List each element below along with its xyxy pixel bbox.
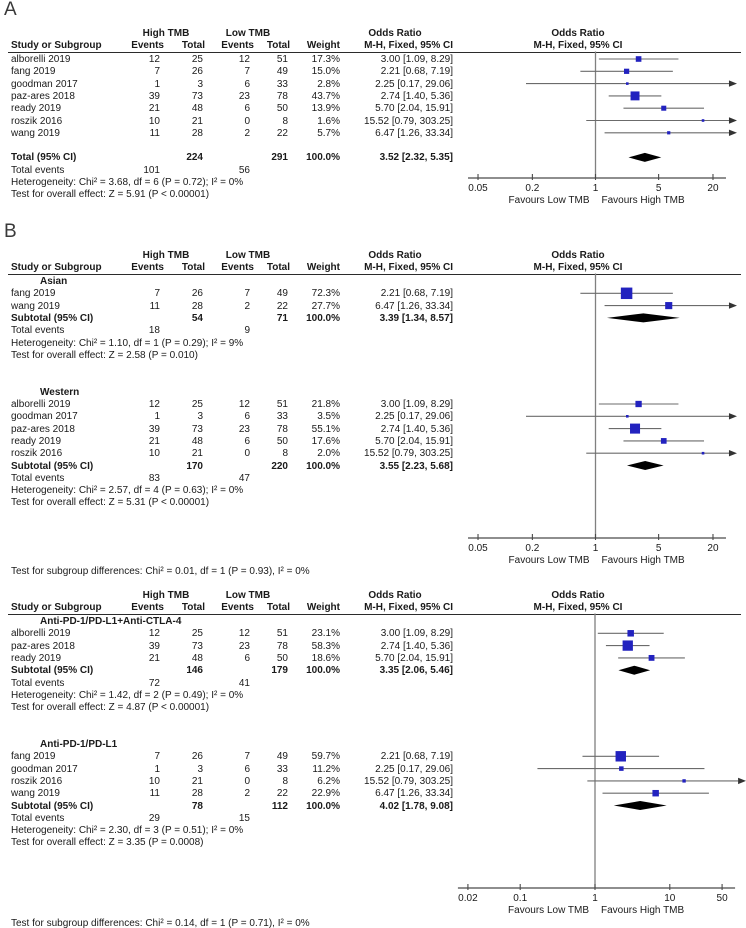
total-high: 170 — [186, 460, 203, 472]
col-header-low-tmb: Low TMB — [225, 590, 271, 601]
study-name: goodman 2017 — [11, 411, 78, 423]
weight: 13.9% — [311, 103, 340, 115]
total-high: 48 — [191, 103, 203, 115]
or-ci-text: 3.52 [2.32, 5.35] — [379, 152, 453, 164]
col-header-study: Study or Subgroup — [11, 602, 102, 613]
total-high: 26 — [191, 66, 203, 78]
events-high: 1 — [154, 411, 160, 423]
total-low: 8 — [282, 115, 288, 127]
events-low: 0 — [244, 115, 250, 127]
ci-arrowhead — [729, 302, 737, 308]
study-name: roszik 2016 — [11, 448, 63, 460]
total-high: 224 — [186, 152, 203, 164]
total-high: 25 — [191, 54, 203, 65]
panel — [0, 0, 746, 222]
events-low: 0 — [244, 775, 250, 787]
total-low: 220 — [271, 460, 288, 472]
total-high: 28 — [191, 788, 203, 800]
or-ci-text: 5.70 [2.04, 15.91] — [375, 435, 453, 447]
total-high: 28 — [191, 300, 203, 312]
col-header-low-tmb: Low TMB — [225, 28, 271, 39]
effect-square — [661, 438, 667, 444]
col-header-weight: Weight — [306, 262, 340, 273]
col-header-study: Study or Subgroup — [11, 40, 102, 51]
events-low: 56 — [238, 164, 250, 176]
events-high: 83 — [148, 472, 160, 484]
col-header-odds-ratio-plot: Odds Ratio — [551, 250, 605, 261]
total-low: 22 — [276, 300, 288, 312]
col-header-total-low: Total — [266, 40, 290, 51]
events-low: 12 — [238, 54, 250, 65]
events-high: 10 — [148, 775, 160, 787]
study-name: fang 2019 — [11, 66, 56, 78]
events-high: 12 — [148, 628, 160, 640]
col-header-study: Study or Subgroup — [11, 262, 102, 273]
events-high: 101 — [143, 164, 160, 176]
or-ci-text: 2.21 [0.68, 7.19] — [380, 751, 453, 763]
total-low: 291 — [271, 152, 288, 164]
stats-text: Heterogeneity: Chi² = 2.30, df = 3 (P = 0.51); I² = 0% — [11, 825, 244, 837]
subgroup-diff-text: Test for subgroup differences: Chi² = 0.14, df = 1 (P = 0.71), I² = 0% — [11, 918, 310, 928]
weight: 23.1% — [311, 628, 340, 640]
study-name: goodman 2017 — [11, 763, 78, 775]
favours-low-label: Favours Low TMB — [508, 905, 589, 916]
or-ci-text: 6.47 [1.26, 33.34] — [375, 788, 453, 800]
group-name: Asian — [40, 276, 68, 287]
or-ci-text: 4.02 [1.78, 9.08] — [379, 800, 453, 812]
total-high: 25 — [191, 628, 203, 640]
study-name: roszik 2016 — [11, 115, 63, 127]
col-header-total-high: Total — [181, 602, 205, 613]
total-high: 78 — [191, 800, 203, 812]
study-name: fang 2019 — [11, 288, 56, 300]
study-name: wang 2019 — [11, 127, 60, 139]
stats-text: Test for overall effect: Z = 5.31 (P < 0.00001) — [11, 497, 210, 509]
col-header-events-low: Events — [221, 602, 254, 613]
effect-square — [702, 452, 705, 455]
ci-arrowhead — [729, 413, 737, 419]
events-high: 72 — [148, 677, 160, 689]
summary-label: Total (95% CI) — [11, 152, 77, 164]
study-name: wang 2019 — [11, 788, 60, 800]
effect-square — [626, 415, 629, 418]
subgroup-diff-text: Test for subgroup differences: Chi² = 0.01, df = 1 (P = 0.93), I² = 0% — [11, 566, 310, 577]
events-low: 12 — [238, 628, 250, 640]
effect-square — [626, 82, 629, 85]
total-low: 33 — [276, 763, 288, 775]
or-ci-text: 3.00 [1.09, 8.29] — [380, 628, 453, 640]
total-high: 48 — [191, 652, 203, 664]
events-low: 2 — [244, 788, 250, 800]
panel — [0, 222, 746, 582]
summary-diamond — [618, 666, 650, 675]
col-header-low-tmb: Low TMB — [225, 250, 271, 261]
events-high: 21 — [148, 652, 160, 664]
axis-tick-label: 0.2 — [525, 543, 540, 554]
effect-square — [623, 640, 633, 650]
axis-tick-label: 50 — [716, 893, 728, 904]
events-high: 21 — [148, 103, 160, 115]
total-low: 51 — [276, 399, 288, 410]
stats-text: Test for overall effect: Z = 5.91 (P < 0.00001) — [11, 189, 210, 201]
total-low: 112 — [271, 800, 288, 812]
total-high: 3 — [197, 763, 203, 775]
total-high: 73 — [191, 90, 203, 102]
events-low: 6 — [244, 435, 250, 447]
ci-arrowhead — [729, 450, 737, 456]
study-name: ready 2019 — [11, 103, 62, 115]
summary-label: Subtotal (95% CI) — [11, 312, 94, 324]
col-header-method: M-H, Fixed, 95% CI — [364, 602, 453, 613]
study-name: goodman 2017 — [11, 78, 78, 90]
total-high: 73 — [191, 423, 203, 435]
or-ci-text: 2.74 [1.40, 5.36] — [380, 640, 453, 652]
col-header-total-high: Total — [181, 262, 205, 273]
total-high: 21 — [191, 115, 203, 127]
or-ci-text: 2.25 [0.17, 29.06] — [375, 78, 453, 90]
effect-square — [627, 630, 633, 636]
weight: 27.7% — [311, 300, 340, 312]
events-low: 23 — [238, 90, 250, 102]
weight: 17.6% — [311, 435, 340, 447]
col-header-method-plot: M-H, Fixed, 95% CI — [533, 262, 623, 273]
axis-tick-label: 20 — [707, 543, 719, 554]
total-low: 8 — [282, 775, 288, 787]
col-header-odds-ratio: Odds Ratio — [368, 28, 422, 39]
col-header-method-plot: M-H, Fixed, 95% CI — [533, 40, 623, 51]
weight: 15.0% — [311, 66, 340, 78]
panel-label: A — [4, 0, 17, 20]
events-low: 7 — [244, 288, 250, 300]
axis-tick-label: 1 — [592, 543, 599, 554]
axis-tick-label: 0.2 — [525, 183, 540, 194]
weight: 18.6% — [311, 652, 340, 664]
total-events-label: Total events — [11, 812, 65, 824]
col-header-events-high: Events — [131, 602, 164, 613]
col-header-events-high: Events — [131, 262, 164, 273]
axis-tick-label: 1 — [592, 893, 598, 904]
total-low: 22 — [276, 127, 288, 139]
total-high: 3 — [197, 411, 203, 423]
events-low: 0 — [244, 448, 250, 460]
favours-high-label: Favours High TMB — [601, 905, 685, 916]
summary-diamond — [627, 461, 664, 470]
effect-square — [682, 779, 685, 782]
weight: 100.0% — [306, 800, 340, 812]
total-low: 71 — [276, 312, 288, 324]
axis-tick-label: 0.05 — [468, 543, 488, 554]
total-events-label: Total events — [11, 164, 65, 176]
events-low: 6 — [244, 763, 250, 775]
axis-tick-label: 0.1 — [513, 893, 528, 904]
total-high: 73 — [191, 640, 203, 652]
axis-tick-label: 1 — [592, 183, 599, 194]
events-low: 7 — [244, 66, 250, 78]
events-low: 6 — [244, 411, 250, 423]
stats-text: Test for overall effect: Z = 3.35 (P = 0.0008) — [11, 837, 204, 849]
total-low: 33 — [276, 78, 288, 90]
ci-arrowhead — [738, 778, 746, 784]
weight: 43.7% — [311, 90, 340, 102]
summary-diamond — [629, 153, 662, 162]
or-ci-text: 6.47 [1.26, 33.34] — [375, 300, 453, 312]
weight: 55.1% — [311, 423, 340, 435]
col-header-total-low: Total — [266, 262, 290, 273]
study-name: ready 2019 — [11, 652, 62, 664]
summary-label: Subtotal (95% CI) — [11, 665, 94, 677]
total-high: 3 — [197, 78, 203, 90]
study-name: ready 2019 — [11, 435, 62, 447]
weight: 2.8% — [317, 78, 340, 90]
effect-square — [702, 119, 705, 122]
events-high: 11 — [149, 788, 160, 800]
study-name: alborelli 2019 — [11, 54, 71, 65]
col-header-method: M-H, Fixed, 95% CI — [364, 40, 453, 51]
col-header-total-high: Total — [181, 40, 205, 51]
events-low: 6 — [244, 652, 250, 664]
summary-diamond — [607, 313, 680, 322]
or-ci-text: 15.52 [0.79, 303.25] — [364, 775, 453, 787]
events-low: 12 — [238, 399, 250, 410]
events-low: 2 — [244, 300, 250, 312]
or-ci-text: 2.74 [1.40, 5.36] — [380, 423, 453, 435]
weight: 58.3% — [311, 640, 340, 652]
events-high: 11 — [149, 127, 160, 139]
events-high: 12 — [148, 54, 160, 65]
study-name: roszik 2016 — [11, 775, 63, 787]
total-low: 50 — [276, 103, 288, 115]
effect-square — [652, 790, 658, 796]
summary-label: Subtotal (95% CI) — [11, 800, 94, 812]
stats-text: Heterogeneity: Chi² = 3.68, df = 6 (P = 0.72); I² = 0% — [11, 177, 244, 188]
weight: 6.2% — [317, 775, 340, 787]
col-header-weight: Weight — [306, 602, 340, 613]
events-low: 6 — [244, 103, 250, 115]
study-name: paz-ares 2018 — [11, 640, 75, 652]
total-low: 179 — [271, 665, 288, 677]
events-high: 1 — [154, 763, 160, 775]
or-ci-text: 3.00 [1.09, 8.29] — [380, 54, 453, 65]
events-low: 15 — [238, 812, 250, 824]
total-high: 26 — [191, 288, 203, 300]
favours-low-label: Favours Low TMB — [508, 195, 590, 206]
effect-square — [630, 424, 640, 434]
axis-tick-label: 0.05 — [468, 183, 488, 194]
total-high: 21 — [191, 448, 203, 460]
weight: 100.0% — [306, 665, 340, 677]
favours-low-label: Favours Low TMB — [508, 555, 590, 566]
panel-label: B — [4, 221, 17, 242]
total-low: 49 — [276, 66, 288, 78]
col-header-odds-ratio-plot: Odds Ratio — [551, 590, 605, 601]
effect-square — [624, 69, 629, 74]
weight: 2.0% — [317, 448, 340, 460]
events-low: 2 — [244, 127, 250, 139]
col-header-odds-ratio: Odds Ratio — [368, 250, 422, 261]
total-low: 78 — [276, 640, 288, 652]
or-ci-text: 2.25 [0.17, 29.06] — [375, 411, 453, 423]
ci-arrowhead — [729, 80, 737, 86]
events-low: 6 — [244, 78, 250, 90]
events-high: 7 — [154, 751, 160, 763]
total-events-label: Total events — [11, 677, 65, 689]
events-high: 21 — [148, 435, 160, 447]
col-header-events-low: Events — [221, 262, 254, 273]
events-high: 11 — [149, 300, 160, 312]
total-events-label: Total events — [11, 325, 65, 337]
summary-diamond — [614, 801, 667, 810]
events-high: 29 — [148, 812, 160, 824]
effect-square — [665, 302, 672, 309]
or-ci-text: 2.74 [1.40, 5.36] — [380, 90, 453, 102]
total-high: 48 — [191, 435, 203, 447]
col-header-method: M-H, Fixed, 95% CI — [364, 262, 453, 273]
or-ci-text: 3.00 [1.09, 8.29] — [380, 399, 453, 410]
weight: 22.9% — [311, 788, 340, 800]
group-name: Western — [40, 386, 80, 398]
weight: 1.6% — [317, 115, 340, 127]
or-ci-text: 5.70 [2.04, 15.91] — [375, 103, 453, 115]
weight: 11.2% — [312, 763, 340, 775]
total-high: 21 — [191, 775, 203, 787]
weight: 100.0% — [306, 312, 340, 324]
total-low: 49 — [276, 751, 288, 763]
ci-arrowhead — [729, 130, 737, 136]
events-low: 9 — [244, 325, 250, 337]
total-low: 8 — [282, 448, 288, 460]
events-high: 39 — [148, 423, 160, 435]
events-low: 47 — [238, 472, 250, 484]
or-ci-text: 2.21 [0.68, 7.19] — [380, 288, 453, 300]
favours-high-label: Favours High TMB — [601, 195, 685, 206]
col-header-high-tmb: High TMB — [142, 590, 190, 601]
study-name: paz-ares 2018 — [11, 423, 75, 435]
total-high: 146 — [186, 665, 203, 677]
or-ci-text: 15.52 [0.79, 303.25] — [364, 448, 453, 460]
total-high: 26 — [191, 751, 203, 763]
total-low: 22 — [276, 788, 288, 800]
panel — [0, 582, 746, 928]
stats-text: Heterogeneity: Chi² = 1.42, df = 2 (P = 0.49); I² = 0% — [11, 689, 244, 701]
ci-arrowhead — [729, 117, 737, 123]
effect-square — [631, 91, 640, 100]
stats-text: Test for overall effect: Z = 2.58 (P = 0.010) — [11, 349, 198, 361]
or-ci-text: 3.35 [2.06, 5.46] — [379, 665, 453, 677]
col-header-odds-ratio: Odds Ratio — [368, 590, 422, 601]
summary-label: Subtotal (95% CI) — [11, 460, 94, 472]
study-name: alborelli 2019 — [11, 399, 71, 410]
stats-text: Heterogeneity: Chi² = 2.57, df = 4 (P = 0.63); I² = 0% — [11, 485, 244, 497]
weight: 3.5% — [317, 411, 340, 423]
events-high: 18 — [148, 325, 160, 337]
axis-tick-label: 20 — [707, 183, 719, 194]
effect-square — [619, 766, 624, 771]
axis-tick-label: 10 — [664, 893, 676, 904]
total-events-label: Total events — [11, 472, 65, 484]
or-ci-text: 2.21 [0.68, 7.19] — [380, 66, 453, 78]
events-high: 39 — [148, 90, 160, 102]
events-high: 12 — [148, 399, 160, 410]
or-ci-text: 6.47 [1.26, 33.34] — [375, 127, 453, 139]
study-name: wang 2019 — [11, 300, 60, 312]
effect-square — [649, 655, 655, 661]
total-high: 54 — [191, 312, 203, 324]
col-header-method-plot: M-H, Fixed, 95% CI — [533, 602, 623, 613]
events-high: 10 — [148, 115, 160, 127]
col-header-odds-ratio-plot: Odds Ratio — [551, 28, 605, 39]
effect-square — [616, 751, 626, 761]
col-header-high-tmb: High TMB — [142, 28, 190, 39]
events-high: 7 — [154, 66, 160, 78]
effect-square — [621, 288, 632, 299]
total-low: 33 — [276, 411, 288, 423]
weight: 59.7% — [311, 751, 340, 763]
or-ci-text: 5.70 [2.04, 15.91] — [375, 652, 453, 664]
study-name: paz-ares 2018 — [11, 90, 75, 102]
group-name: Anti-PD-1/PD-L1+Anti-CTLA-4 — [40, 616, 182, 627]
events-low: 23 — [238, 423, 250, 435]
or-ci-text: 3.39 [1.34, 8.57] — [379, 312, 453, 324]
col-header-events-low: Events — [221, 40, 254, 51]
total-high: 28 — [191, 127, 203, 139]
effect-square — [667, 131, 670, 134]
study-name: fang 2019 — [11, 751, 56, 763]
weight: 17.3% — [311, 54, 340, 65]
total-low: 51 — [276, 54, 288, 65]
effect-square — [635, 401, 641, 407]
total-low: 51 — [276, 628, 288, 640]
or-ci-text: 15.52 [0.79, 303.25] — [364, 115, 453, 127]
total-high: 25 — [191, 399, 203, 410]
col-header-total-low: Total — [266, 602, 290, 613]
total-low: 49 — [276, 288, 288, 300]
total-low: 50 — [276, 652, 288, 664]
weight: 100.0% — [306, 152, 340, 164]
col-header-high-tmb: High TMB — [142, 250, 190, 261]
weight: 100.0% — [306, 460, 340, 472]
events-low: 23 — [238, 640, 250, 652]
total-low: 78 — [276, 423, 288, 435]
effect-square — [661, 106, 666, 111]
weight: 5.7% — [317, 127, 340, 139]
col-header-weight: Weight — [306, 40, 340, 51]
or-ci-text: 2.25 [0.17, 29.06] — [375, 763, 453, 775]
total-low: 78 — [276, 90, 288, 102]
col-header-events-high: Events — [131, 40, 164, 51]
events-high: 10 — [148, 448, 160, 460]
stats-text: Heterogeneity: Chi² = 1.10, df = 1 (P = 0.29); I² = 9% — [11, 337, 244, 349]
study-name: alborelli 2019 — [11, 628, 71, 640]
total-low: 50 — [276, 435, 288, 447]
axis-tick-label: 5 — [655, 183, 662, 194]
events-high: 7 — [154, 288, 160, 300]
events-high: 1 — [154, 78, 160, 90]
group-name: Anti-PD-1/PD-L1 — [40, 739, 118, 750]
weight: 72.3% — [311, 288, 340, 300]
stats-text: Test for overall effect: Z = 4.87 (P < 0.00001) — [11, 702, 210, 714]
weight: 21.8% — [311, 399, 340, 410]
effect-square — [636, 56, 642, 62]
favours-high-label: Favours High TMB — [601, 555, 685, 566]
events-high: 39 — [148, 640, 160, 652]
events-low: 7 — [244, 751, 250, 763]
or-ci-text: 3.55 [2.23, 5.68] — [379, 460, 453, 472]
axis-tick-label: 0.02 — [458, 893, 478, 904]
events-low: 41 — [238, 677, 250, 689]
axis-tick-label: 5 — [655, 543, 662, 554]
